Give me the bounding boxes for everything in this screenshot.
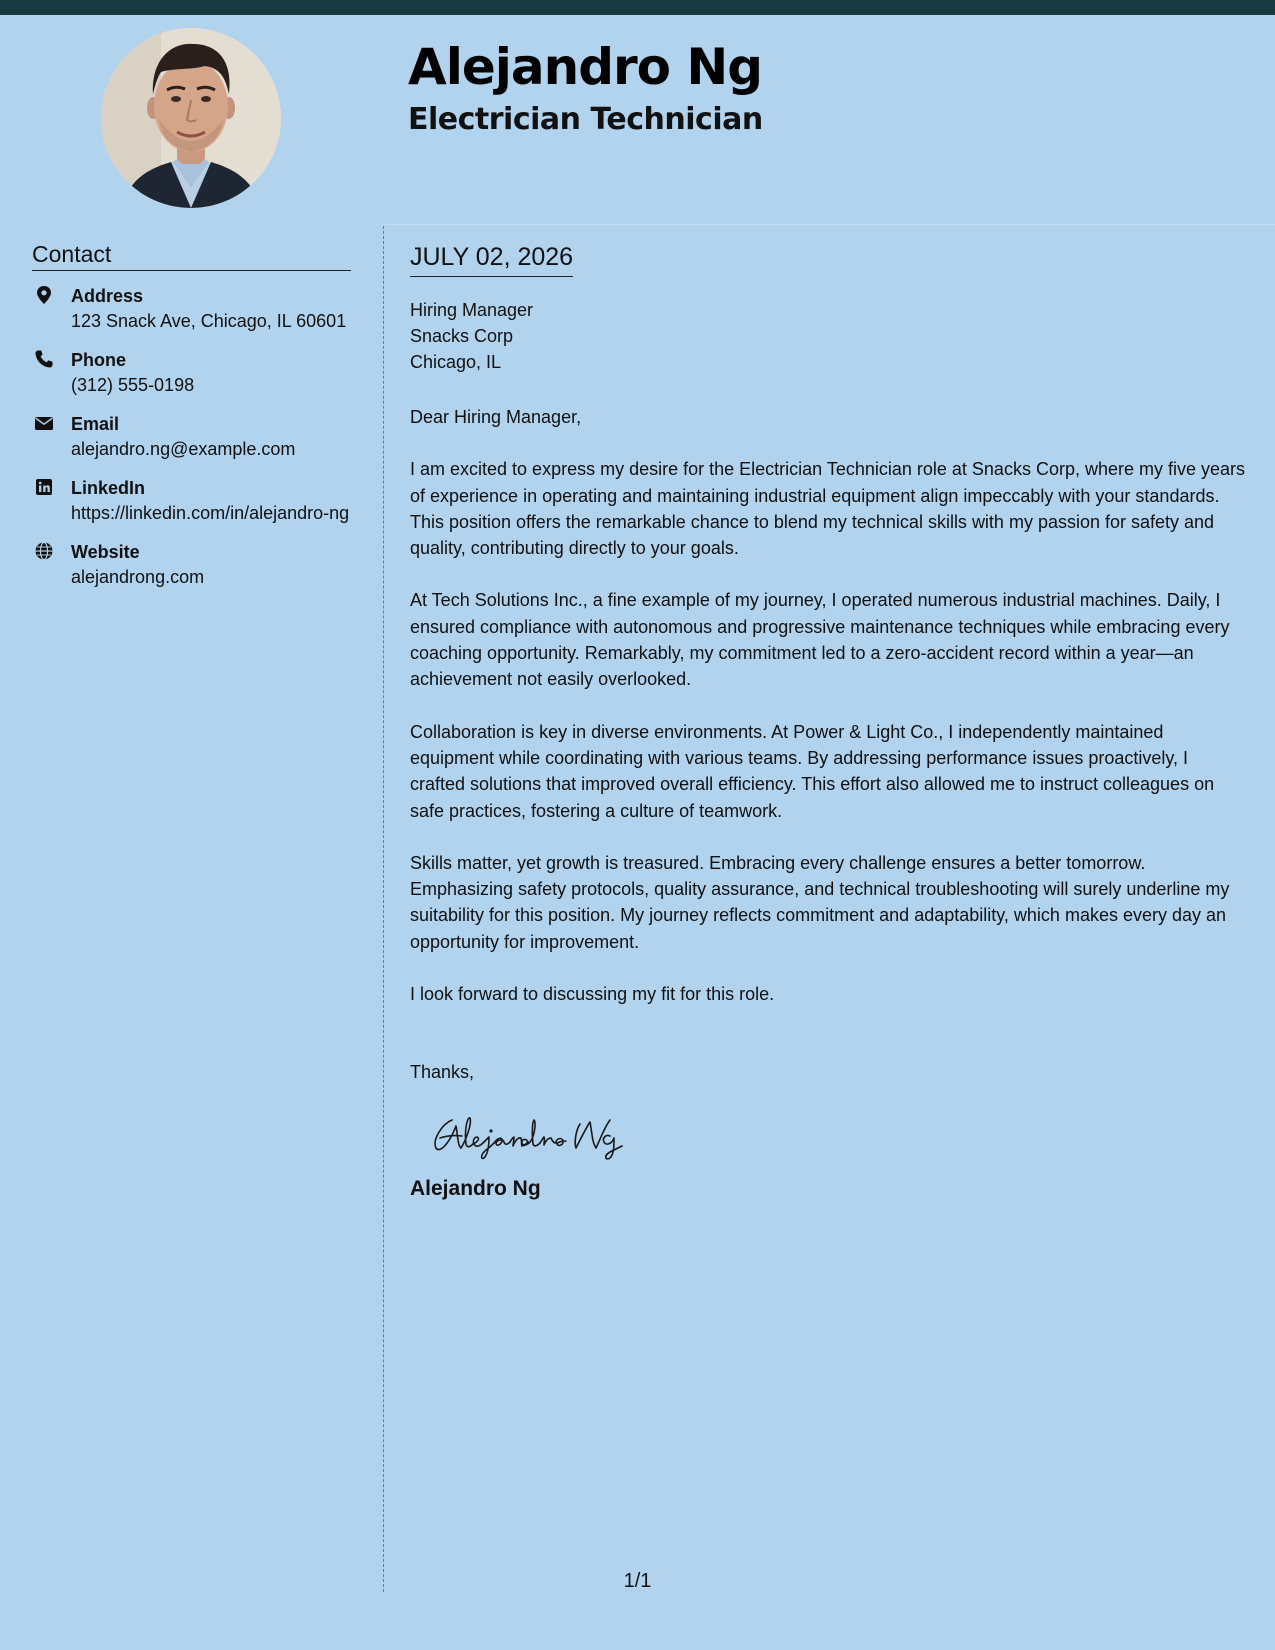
phone-value[interactable]: (312) 555-0198	[71, 375, 195, 395]
top-accent-bar	[0, 0, 1275, 15]
letter-date: JULY 02, 2026	[410, 240, 573, 277]
globe-icon	[34, 541, 54, 561]
contact-label: Email	[71, 414, 120, 434]
contact-label: Website	[71, 542, 140, 562]
linkedin-icon	[34, 477, 54, 497]
contact-item-address	[32, 284, 352, 334]
email-value[interactable]: alejandro.ng@example.com	[71, 439, 296, 459]
signature	[428, 1106, 1245, 1162]
closing: Thanks,	[410, 1062, 475, 1083]
header-divider	[385, 224, 1275, 225]
paragraph: Skills matter, yet growth is treasured. Embracing every challenge ensures a better tomorrow. Emphasizing safety protocols, quality assurance, and technical troubleshooting will surely underline my suitability for this position. My journey reflects commitment and adaptability, which makes every day an opportunity for improvement.	[410, 852, 1230, 952]
signer-name: Alejandro Ng	[410, 1176, 541, 1200]
map-pin-icon	[34, 285, 54, 305]
phone-icon	[34, 349, 54, 369]
job-title: Electrician Technician	[408, 102, 763, 137]
contact-label: Address	[71, 286, 144, 306]
salutation: Dear Hiring Manager,	[410, 407, 582, 427]
contact-item-linkedin	[32, 476, 352, 526]
column-divider	[383, 226, 384, 1592]
signature-image	[428, 1106, 668, 1162]
envelope-icon	[34, 413, 54, 433]
recipient-line: Hiring Manager	[410, 300, 534, 320]
letter-body	[410, 240, 1245, 1202]
contact-item-email	[32, 412, 352, 462]
paragraph: I look forward to discussing my fit for this role.	[410, 984, 775, 1005]
paragraph: Collaboration is key in diverse environments. At Power & Light Co., I independently maintained equipment while coordinating with various teams. By addressing performance issues proactively, I crafted solutions that improved overall efficiency. This effort also allowed me to instruct colleagues on safe practices, fostering a culture of teamwork.	[410, 721, 1215, 821]
linkedin-value[interactable]: https://linkedin.com/in/alejandro-ng	[71, 503, 350, 523]
paragraph: I am excited to express my desire for the Electrician Technician role at Snacks Corp, where my five years of experience in operating and maintaining industrial equipment align impeccably with your standards. This position offers the remarkable chance to blend my technical skills with my passion for safety and quality, contributing directly to your goals.	[410, 459, 1246, 559]
website-value[interactable]: alejandrong.com	[71, 567, 205, 587]
page-number: 1/1	[623, 1570, 652, 1592]
address-value: 123 Snack Ave, Chicago, IL 60601	[71, 311, 347, 331]
contact-item-website	[32, 540, 352, 590]
recipient-line: Snacks Corp	[410, 326, 514, 346]
recipient-line: Chicago, IL	[410, 352, 502, 372]
contact-label: Phone	[71, 350, 127, 370]
applicant-name: Alejandro Ng	[408, 38, 763, 96]
paragraph: At Tech Solutions Inc., a fine example of my journey, I operated numerous industrial machines. Daily, I ensured compliance with autonomous and progressive maintenance techniques while embracing every coaching opportunity. Remarkably, my commitment led to a zero-accident record within a year—an achievement not easily overlooked.	[410, 590, 1230, 690]
portrait-image	[101, 28, 281, 208]
contact-label: LinkedIn	[71, 478, 146, 498]
recipient-block	[410, 297, 1245, 375]
contact-list	[32, 284, 352, 604]
contact-heading: Contact	[32, 241, 351, 271]
profile-photo	[101, 28, 281, 208]
contact-item-phone	[32, 348, 352, 398]
